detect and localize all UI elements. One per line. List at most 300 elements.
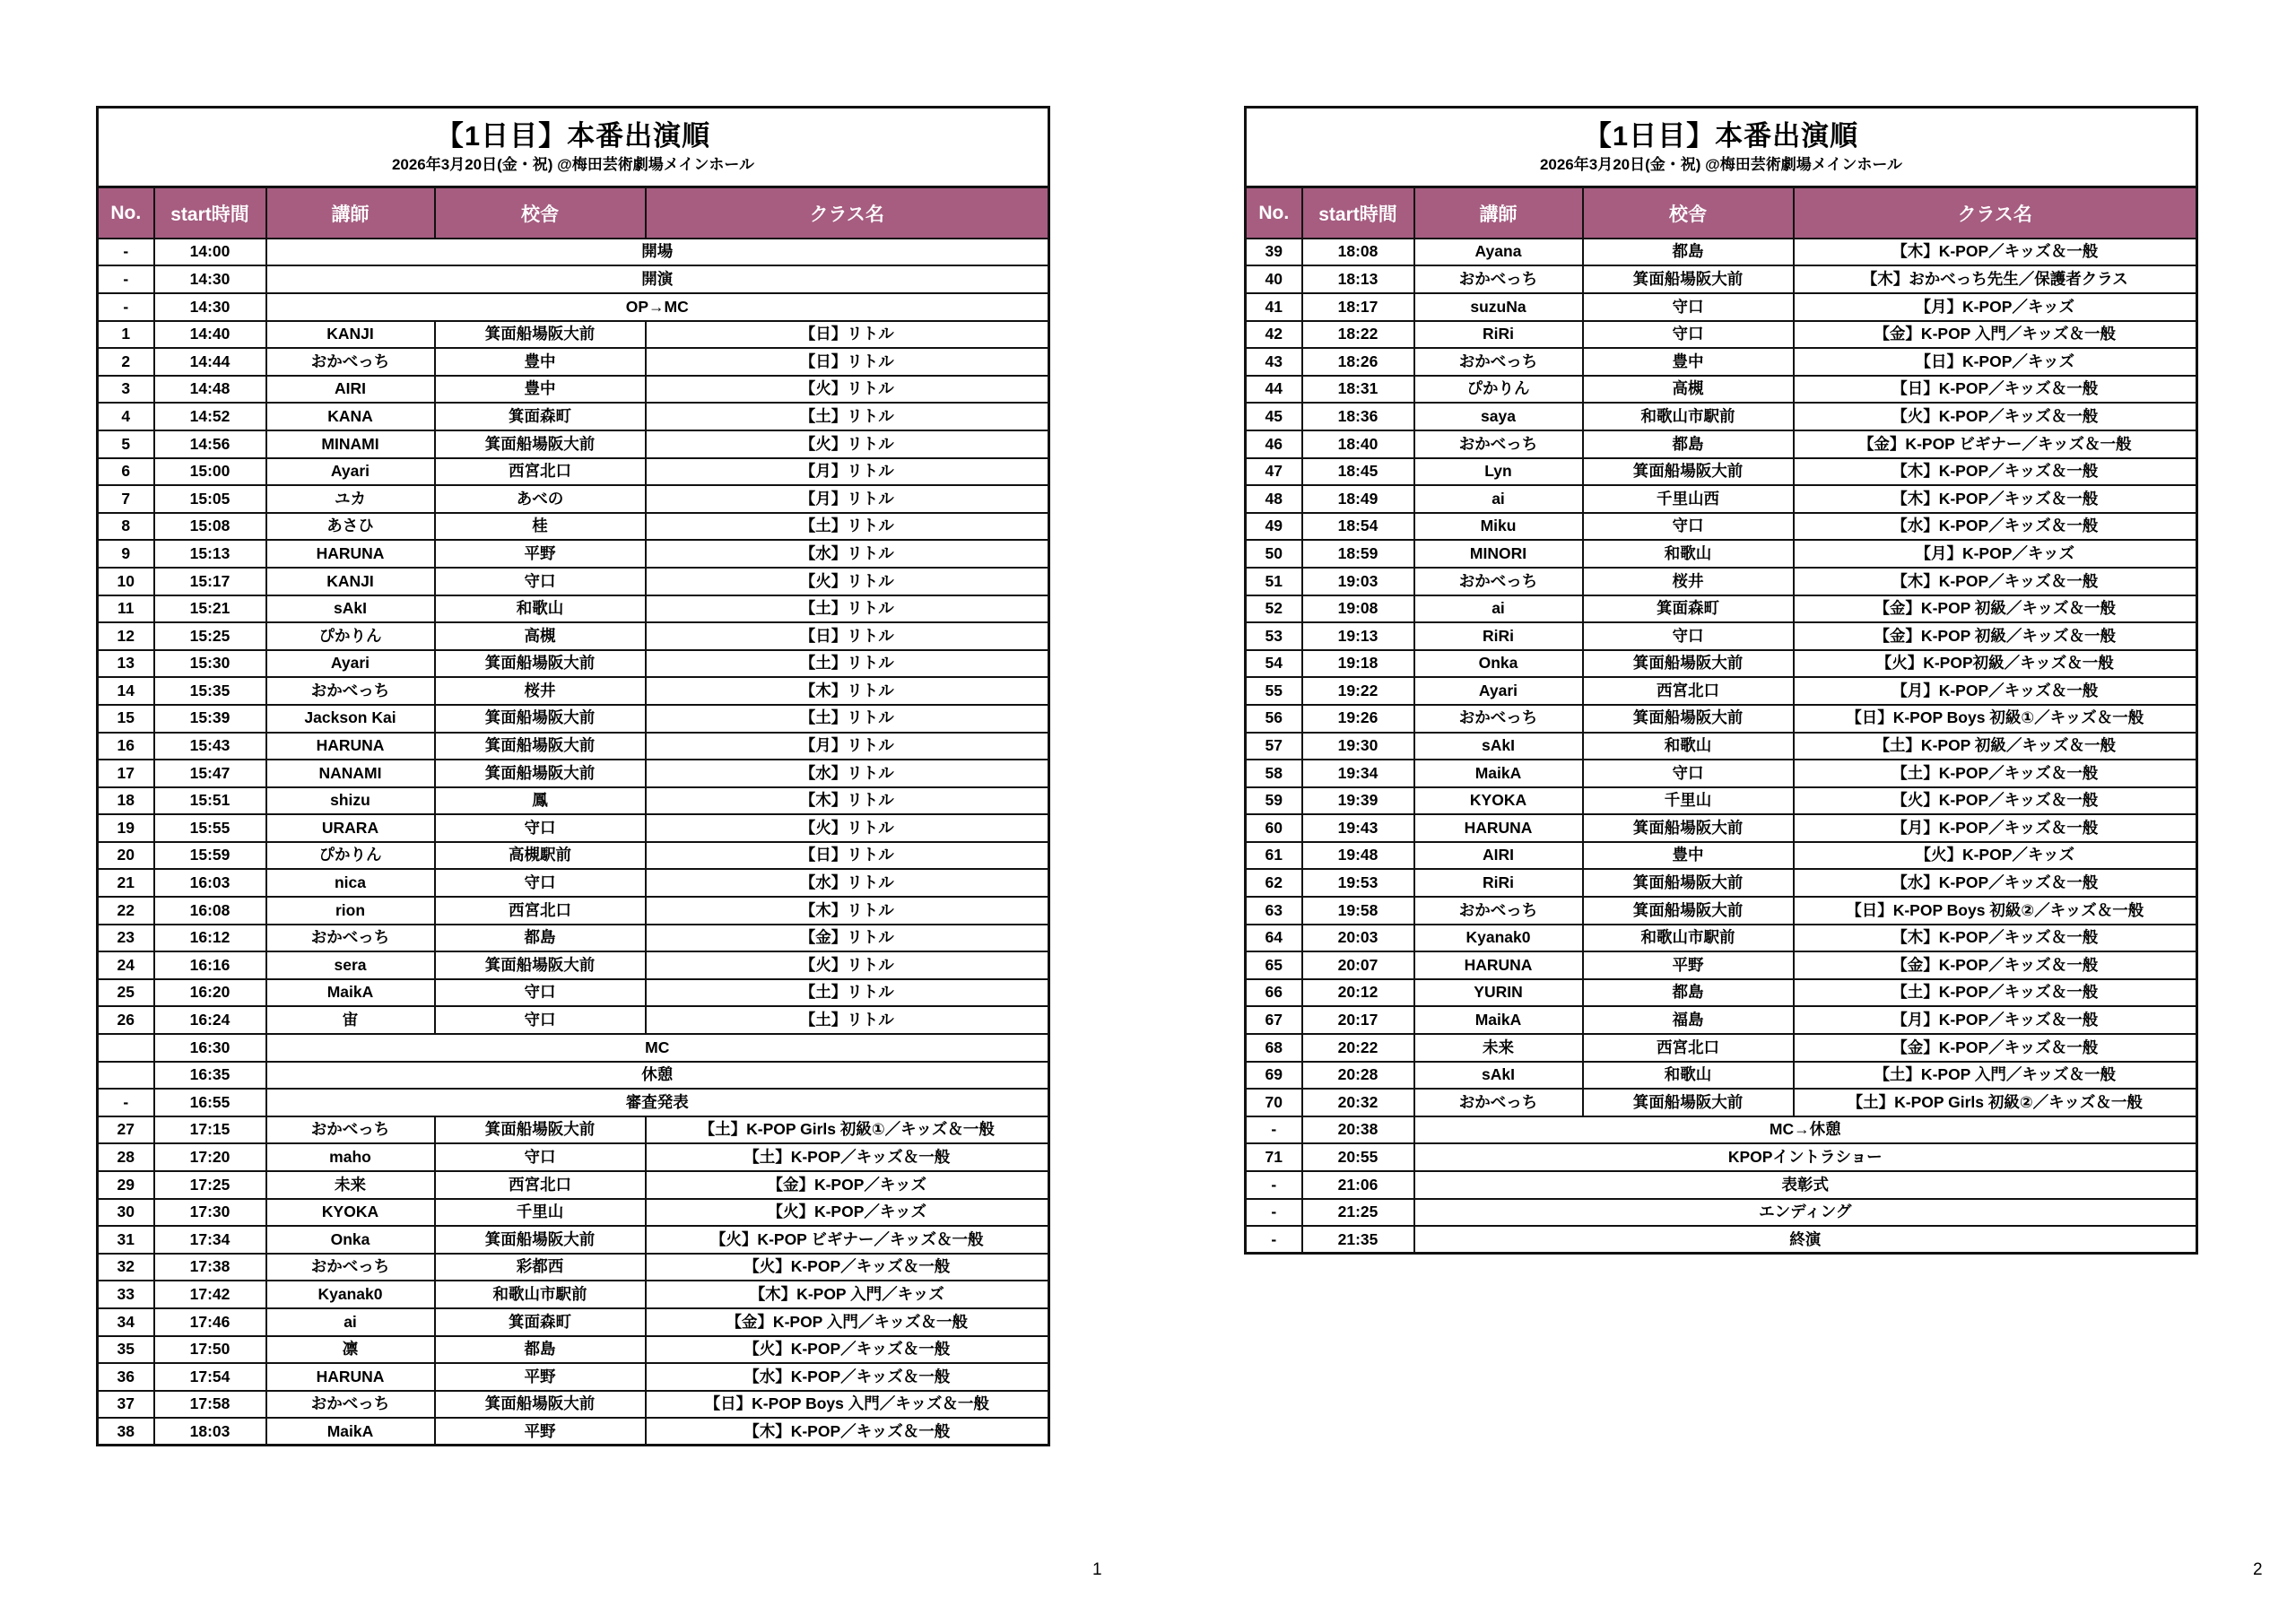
school-cell: 豊中 — [1583, 348, 1794, 376]
row-number-cell: 65 — [1246, 951, 1302, 979]
teacher-cell: ぴかりん — [1414, 376, 1583, 404]
table-row — [1246, 1143, 2197, 1171]
start-time-cell: 19:30 — [1302, 733, 1414, 760]
start-time-cell: 15:55 — [154, 814, 266, 842]
school-cell: 和歌山市駅前 — [1583, 925, 1794, 952]
row-number-cell — [98, 1034, 154, 1062]
school-cell: 桜井 — [1583, 568, 1794, 595]
teacher-cell: KYOKA — [1414, 787, 1583, 815]
school-cell: 平野 — [435, 540, 646, 568]
class-name-cell: 【木】リトル — [646, 897, 1049, 925]
class-name-cell: 【木】K-POP／キッズ＆一般 — [1794, 568, 2197, 595]
school-cell: 西宮北口 — [435, 1171, 646, 1199]
teacher-cell: おかべっち — [266, 1391, 435, 1419]
table-row — [1246, 650, 2197, 678]
teacher-cell: suzuNa — [1414, 293, 1583, 321]
class-name-cell: 【金】K-POP 入門／キッズ＆一般 — [1794, 321, 2197, 349]
row-number-cell: 31 — [98, 1226, 154, 1254]
table-row — [98, 1006, 1049, 1034]
school-cell: 都島 — [1583, 239, 1794, 266]
teacher-cell: Miku — [1414, 513, 1583, 541]
start-time-cell: 20:17 — [1302, 1006, 1414, 1034]
class-name-cell: 【土】リトル — [646, 705, 1049, 733]
start-time-cell: 16:16 — [154, 951, 266, 979]
start-time-cell: 18:54 — [1302, 513, 1414, 541]
start-time-cell: 17:34 — [154, 1226, 266, 1254]
class-name-cell: 【木】K-POP／キッズ＆一般 — [1794, 239, 2197, 266]
table-row — [1246, 376, 2197, 404]
school-cell: 高槻駅前 — [435, 842, 646, 870]
table-row — [98, 1418, 1049, 1446]
start-time-cell: 21:06 — [1302, 1171, 1414, 1199]
class-name-cell: 【月】K-POP／キッズ — [1794, 540, 2197, 568]
school-cell: 箕面船場阪大前 — [435, 1116, 646, 1144]
teacher-cell: Ayari — [266, 458, 435, 486]
class-name-cell: 【金】K-POP／キッズ＆一般 — [1794, 951, 2197, 979]
row-number-cell: 20 — [98, 842, 154, 870]
school-cell: 守口 — [1583, 760, 1794, 787]
table-row — [98, 1171, 1049, 1199]
start-time-cell: 19:22 — [1302, 677, 1414, 705]
row-number-cell: - — [98, 293, 154, 321]
start-time-cell: 14:56 — [154, 430, 266, 458]
start-time-cell: 15:05 — [154, 485, 266, 513]
teacher-cell: ぴかりん — [266, 842, 435, 870]
start-time-cell: 19:18 — [1302, 650, 1414, 678]
class-name-cell: 【土】リトル — [646, 1006, 1049, 1034]
school-cell: 箕面船場阪大前 — [1583, 458, 1794, 486]
table-row — [98, 1116, 1049, 1144]
start-time-cell: 17:20 — [154, 1143, 266, 1171]
class-name-cell: 【金】K-POP／キッズ — [646, 1171, 1049, 1199]
table-row — [98, 1062, 1049, 1090]
start-time-cell: 15:17 — [154, 568, 266, 595]
teacher-cell: HARUNA — [1414, 814, 1583, 842]
school-cell: 守口 — [1583, 321, 1794, 349]
school-cell: 箕面船場阪大前 — [1583, 1089, 1794, 1116]
teacher-cell: Ayana — [1414, 239, 1583, 266]
table-row — [98, 842, 1049, 870]
table-row — [1246, 622, 2197, 650]
row-number-cell: 22 — [98, 897, 154, 925]
start-time-cell: 15:39 — [154, 705, 266, 733]
class-name-cell: 【月】K-POP／キッズ＆一般 — [1794, 814, 2197, 842]
start-time-cell: 21:25 — [1302, 1199, 1414, 1227]
table-row — [98, 376, 1049, 404]
class-name-cell: 【月】K-POP／キッズ — [1794, 293, 2197, 321]
row-number-cell: 18 — [98, 787, 154, 815]
table-row — [1246, 1199, 2197, 1227]
row-number-cell: 69 — [1246, 1062, 1302, 1090]
schedule-table — [96, 186, 1050, 1446]
table-row — [98, 321, 1049, 349]
row-number-cell: 25 — [98, 979, 154, 1007]
class-name-cell: 【木】K-POP／キッズ＆一般 — [1794, 925, 2197, 952]
school-cell: 箕面船場阪大前 — [435, 705, 646, 733]
table-row — [1246, 513, 2197, 541]
table-row — [1246, 1089, 2197, 1116]
start-time-cell: 20:03 — [1302, 925, 1414, 952]
row-number-cell: 53 — [1246, 622, 1302, 650]
row-number-cell: - — [98, 239, 154, 266]
table-row — [1246, 951, 2197, 979]
table-row — [98, 430, 1049, 458]
teacher-cell: おかべっち — [266, 677, 435, 705]
teacher-cell: あさひ — [266, 513, 435, 541]
table-row — [98, 1363, 1049, 1391]
row-number-cell: 63 — [1246, 897, 1302, 925]
row-number-cell: 67 — [1246, 1006, 1302, 1034]
table-row — [98, 403, 1049, 430]
start-time-cell: 15:25 — [154, 622, 266, 650]
teacher-cell: AIRI — [1414, 842, 1583, 870]
teacher-cell: ai — [1414, 485, 1583, 513]
table-row — [98, 897, 1049, 925]
teacher-cell: KANJI — [266, 568, 435, 595]
table-row — [98, 787, 1049, 815]
class-name-cell: 【土】リトル — [646, 979, 1049, 1007]
start-time-cell: 17:42 — [154, 1281, 266, 1308]
start-time-cell: 19:53 — [1302, 869, 1414, 897]
program-item-cell: MC — [266, 1034, 1049, 1062]
start-time-cell: 17:50 — [154, 1336, 266, 1364]
table-row — [98, 1226, 1049, 1254]
start-time-cell: 16:55 — [154, 1089, 266, 1116]
school-cell: 箕面船場阪大前 — [435, 430, 646, 458]
start-time-cell: 20:32 — [1302, 1089, 1414, 1116]
class-name-cell: 【火】K-POP／キッズ＆一般 — [646, 1254, 1049, 1281]
program-item-cell: 審査発表 — [266, 1089, 1049, 1116]
row-number-cell: 40 — [1246, 265, 1302, 293]
class-name-cell: 【土】リトル — [646, 403, 1049, 430]
teacher-cell: おかべっち — [1414, 705, 1583, 733]
row-number-cell: 1 — [98, 321, 154, 349]
teacher-cell: nica — [266, 869, 435, 897]
table-row — [1246, 1226, 2197, 1254]
school-cell: 桜井 — [435, 677, 646, 705]
school-cell: 箕面船場阪大前 — [435, 951, 646, 979]
row-number-cell: 37 — [98, 1391, 154, 1419]
class-name-cell: 【土】K-POP／キッズ＆一般 — [1794, 760, 2197, 787]
school-cell: 守口 — [1583, 293, 1794, 321]
program-item-cell: 表彰式 — [1414, 1171, 2197, 1199]
table-row — [98, 1391, 1049, 1419]
table-row — [98, 979, 1049, 1007]
teacher-cell: おかべっち — [266, 1254, 435, 1281]
table-row — [1246, 348, 2197, 376]
teacher-cell: ぴかりん — [266, 622, 435, 650]
class-name-cell: 【木】リトル — [646, 677, 1049, 705]
start-time-cell: 15:59 — [154, 842, 266, 870]
program-item-cell: OP→MC — [266, 293, 1049, 321]
row-number-cell: 38 — [98, 1418, 154, 1446]
start-time-cell: 21:35 — [1302, 1226, 1414, 1254]
school-cell: 豊中 — [1583, 842, 1794, 870]
start-time-cell: 14:48 — [154, 376, 266, 404]
teacher-cell: RiRi — [1414, 622, 1583, 650]
table-row — [98, 513, 1049, 541]
start-time-cell: 14:30 — [154, 293, 266, 321]
row-number-cell: 33 — [98, 1281, 154, 1308]
table-row — [1246, 677, 2197, 705]
table-row — [98, 733, 1049, 760]
school-cell: 豊中 — [435, 376, 646, 404]
class-name-cell: 【月】リトル — [646, 733, 1049, 760]
title-box — [1244, 106, 2198, 188]
school-cell: 和歌山 — [1583, 540, 1794, 568]
class-name-cell: 【水】リトル — [646, 760, 1049, 787]
row-number-cell: 59 — [1246, 787, 1302, 815]
class-name-cell: 【火】K-POP／キッズ — [1794, 842, 2197, 870]
teacher-cell: おかべっち — [1414, 897, 1583, 925]
program-item-cell: 休憩 — [266, 1062, 1049, 1090]
table-row — [1246, 1116, 2197, 1144]
class-name-cell: 【月】リトル — [646, 485, 1049, 513]
class-name-cell: 【火】リトル — [646, 814, 1049, 842]
teacher-cell: 未来 — [266, 1171, 435, 1199]
school-cell: 平野 — [1583, 951, 1794, 979]
start-time-cell: 18:49 — [1302, 485, 1414, 513]
table-row — [1246, 705, 2197, 733]
school-cell: 和歌山 — [1583, 1062, 1794, 1090]
teacher-cell: URARA — [266, 814, 435, 842]
start-time-cell: 15:43 — [154, 733, 266, 760]
table-row — [1246, 814, 2197, 842]
teacher-cell: おかべっち — [1414, 568, 1583, 595]
school-cell: 箕面森町 — [435, 403, 646, 430]
school-cell: 都島 — [435, 925, 646, 952]
class-name-cell: 【水】K-POP／キッズ＆一般 — [646, 1363, 1049, 1391]
teacher-cell: KANA — [266, 403, 435, 430]
school-cell: 平野 — [435, 1418, 646, 1446]
class-name-cell: 【日】K-POP Boys 初級②／キッズ＆一般 — [1794, 897, 2197, 925]
column-header-teacher: 講師 — [266, 187, 435, 239]
row-number-cell: 21 — [98, 869, 154, 897]
row-number-cell: 51 — [1246, 568, 1302, 595]
table-row — [98, 265, 1049, 293]
table-row — [1246, 733, 2197, 760]
teacher-cell: ai — [1414, 595, 1583, 623]
row-number-cell: 54 — [1246, 650, 1302, 678]
teacher-cell: Lyn — [1414, 458, 1583, 486]
class-name-cell: 【木】K-POP／キッズ＆一般 — [1794, 485, 2197, 513]
start-time-cell: 18:17 — [1302, 293, 1414, 321]
table-row — [98, 677, 1049, 705]
column-header-school: 校舎 — [435, 187, 646, 239]
table-row — [1246, 265, 2197, 293]
school-cell: 都島 — [1583, 979, 1794, 1007]
program-item-cell: 終演 — [1414, 1226, 2197, 1254]
start-time-cell: 20:38 — [1302, 1116, 1414, 1144]
teacher-cell: KYOKA — [266, 1199, 435, 1227]
row-number-cell: - — [98, 1089, 154, 1116]
row-number-cell: 42 — [1246, 321, 1302, 349]
schedule-page-1 — [96, 106, 1050, 1446]
school-cell: 和歌山 — [1583, 733, 1794, 760]
class-name-cell: 【土】K-POP Girls 初級②／キッズ＆一般 — [1794, 1089, 2197, 1116]
school-cell: 平野 — [435, 1363, 646, 1391]
row-number-cell: 56 — [1246, 705, 1302, 733]
teacher-cell: おかべっち — [1414, 1089, 1583, 1116]
school-cell: 守口 — [1583, 622, 1794, 650]
start-time-cell: 17:30 — [154, 1199, 266, 1227]
school-cell: 箕面船場阪大前 — [1583, 897, 1794, 925]
school-cell: 千里山西 — [1583, 485, 1794, 513]
row-number-cell: 15 — [98, 705, 154, 733]
start-time-cell: 16:30 — [154, 1034, 266, 1062]
class-name-cell: 【土】K-POP／キッズ＆一般 — [1794, 979, 2197, 1007]
class-name-cell: 【木】K-POP 入門／キッズ — [646, 1281, 1049, 1308]
class-name-cell: 【金】リトル — [646, 925, 1049, 952]
row-number-cell: 26 — [98, 1006, 154, 1034]
school-cell: 箕面船場阪大前 — [435, 1226, 646, 1254]
row-number-cell: 45 — [1246, 403, 1302, 430]
row-number-cell: - — [1246, 1226, 1302, 1254]
table-row — [98, 568, 1049, 595]
start-time-cell: 18:08 — [1302, 239, 1414, 266]
row-number-cell: 9 — [98, 540, 154, 568]
table-row — [1246, 869, 2197, 897]
class-name-cell: 【木】リトル — [646, 787, 1049, 815]
table-row — [98, 348, 1049, 376]
teacher-cell: おかべっち — [1414, 430, 1583, 458]
school-cell: 箕面船場阪大前 — [435, 321, 646, 349]
teacher-cell: AIRI — [266, 376, 435, 404]
start-time-cell: 17:46 — [154, 1308, 266, 1336]
school-cell: 豊中 — [435, 348, 646, 376]
start-time-cell: 16:12 — [154, 925, 266, 952]
start-time-cell: 18:03 — [154, 1418, 266, 1446]
start-time-cell: 16:35 — [154, 1062, 266, 1090]
page-number: 2 — [2253, 1560, 2263, 1579]
school-cell: 守口 — [435, 1143, 646, 1171]
teacher-cell: おかべっち — [266, 1116, 435, 1144]
start-time-cell: 17:38 — [154, 1254, 266, 1281]
school-cell: 箕面船場阪大前 — [1583, 705, 1794, 733]
start-time-cell: 20:22 — [1302, 1034, 1414, 1062]
teacher-cell: 宙 — [266, 1006, 435, 1034]
school-cell: 箕面船場阪大前 — [1583, 265, 1794, 293]
row-number-cell: - — [1246, 1199, 1302, 1227]
row-number-cell: 41 — [1246, 293, 1302, 321]
school-cell: 箕面船場阪大前 — [1583, 650, 1794, 678]
school-cell: 都島 — [1583, 430, 1794, 458]
class-name-cell: 【土】K-POP 入門／キッズ＆一般 — [1794, 1062, 2197, 1090]
table-row — [1246, 1006, 2197, 1034]
row-number-cell: 7 — [98, 485, 154, 513]
start-time-cell: 16:20 — [154, 979, 266, 1007]
teacher-cell: KANJI — [266, 321, 435, 349]
teacher-cell: Jackson Kai — [266, 705, 435, 733]
school-cell: 和歌山 — [435, 595, 646, 623]
teacher-cell: ai — [266, 1308, 435, 1336]
start-time-cell: 20:07 — [1302, 951, 1414, 979]
program-item-cell: 開場 — [266, 239, 1049, 266]
teacher-cell: ユカ — [266, 485, 435, 513]
teacher-cell: Kyanak0 — [1414, 925, 1583, 952]
class-name-cell: 【金】K-POP 入門／キッズ＆一般 — [646, 1308, 1049, 1336]
start-time-cell: 15:35 — [154, 677, 266, 705]
teacher-cell: おかべっち — [1414, 348, 1583, 376]
class-name-cell: 【金】K-POP／キッズ＆一般 — [1794, 1034, 2197, 1062]
school-cell: 千里山 — [435, 1199, 646, 1227]
school-cell: 箕面森町 — [435, 1308, 646, 1336]
start-time-cell: 15:47 — [154, 760, 266, 787]
row-number-cell: 29 — [98, 1171, 154, 1199]
school-cell: 都島 — [435, 1336, 646, 1364]
teacher-cell: shizu — [266, 787, 435, 815]
class-name-cell: 【火】K-POP ビギナー／キッズ＆一般 — [646, 1226, 1049, 1254]
teacher-cell: MaikA — [266, 979, 435, 1007]
row-number-cell: 30 — [98, 1199, 154, 1227]
start-time-cell: 19:48 — [1302, 842, 1414, 870]
row-number-cell: 36 — [98, 1363, 154, 1391]
school-cell: 守口 — [435, 814, 646, 842]
schedule-page-2 — [1244, 106, 2198, 1255]
table-row — [98, 293, 1049, 321]
class-name-cell: 【日】K-POP Boys 初級①／キッズ＆一般 — [1794, 705, 2197, 733]
class-name-cell: 【水】リトル — [646, 869, 1049, 897]
class-name-cell: 【金】K-POP 初級／キッズ＆一般 — [1794, 595, 2197, 623]
start-time-cell: 19:03 — [1302, 568, 1414, 595]
row-number-cell: 12 — [98, 622, 154, 650]
teacher-cell: sera — [266, 951, 435, 979]
row-number-cell: 17 — [98, 760, 154, 787]
school-cell: 西宮北口 — [435, 897, 646, 925]
table-row — [1246, 430, 2197, 458]
school-cell: 高槻 — [435, 622, 646, 650]
class-name-cell: 【火】K-POP／キッズ＆一般 — [1794, 403, 2197, 430]
class-name-cell: 【月】リトル — [646, 458, 1049, 486]
row-number-cell: 70 — [1246, 1089, 1302, 1116]
start-time-cell: 18:40 — [1302, 430, 1414, 458]
class-name-cell: 【土】K-POP Girls 初級①／キッズ＆一般 — [646, 1116, 1049, 1144]
school-cell: 福島 — [1583, 1006, 1794, 1034]
row-number-cell: 5 — [98, 430, 154, 458]
row-number-cell: 50 — [1246, 540, 1302, 568]
table-row — [98, 540, 1049, 568]
class-name-cell: 【月】K-POP／キッズ＆一般 — [1794, 677, 2197, 705]
table-row — [1246, 485, 2197, 513]
school-cell: 和歌山市駅前 — [435, 1281, 646, 1308]
row-number-cell: 48 — [1246, 485, 1302, 513]
start-time-cell: 15:08 — [154, 513, 266, 541]
table-row — [1246, 293, 2197, 321]
class-name-cell: 【月】K-POP／キッズ＆一般 — [1794, 1006, 2197, 1034]
school-cell: 箕面船場阪大前 — [435, 760, 646, 787]
start-time-cell: 18:26 — [1302, 348, 1414, 376]
start-time-cell: 20:28 — [1302, 1062, 1414, 1090]
school-cell: 和歌山市駅前 — [1583, 403, 1794, 430]
start-time-cell: 17:25 — [154, 1171, 266, 1199]
row-number-cell: - — [1246, 1171, 1302, 1199]
table-row — [98, 925, 1049, 952]
school-cell: 守口 — [435, 869, 646, 897]
table-row — [98, 239, 1049, 266]
column-header-no: No. — [1246, 187, 1302, 239]
class-name-cell: 【日】リトル — [646, 622, 1049, 650]
table-row — [1246, 403, 2197, 430]
table-row — [98, 760, 1049, 787]
teacher-cell: YURIN — [1414, 979, 1583, 1007]
schedule-table — [1244, 186, 2198, 1255]
row-number-cell: 47 — [1246, 458, 1302, 486]
row-number-cell: 49 — [1246, 513, 1302, 541]
teacher-cell: HARUNA — [1414, 951, 1583, 979]
class-name-cell: 【火】リトル — [646, 376, 1049, 404]
program-item-cell: 開演 — [266, 265, 1049, 293]
table-row — [98, 1034, 1049, 1062]
